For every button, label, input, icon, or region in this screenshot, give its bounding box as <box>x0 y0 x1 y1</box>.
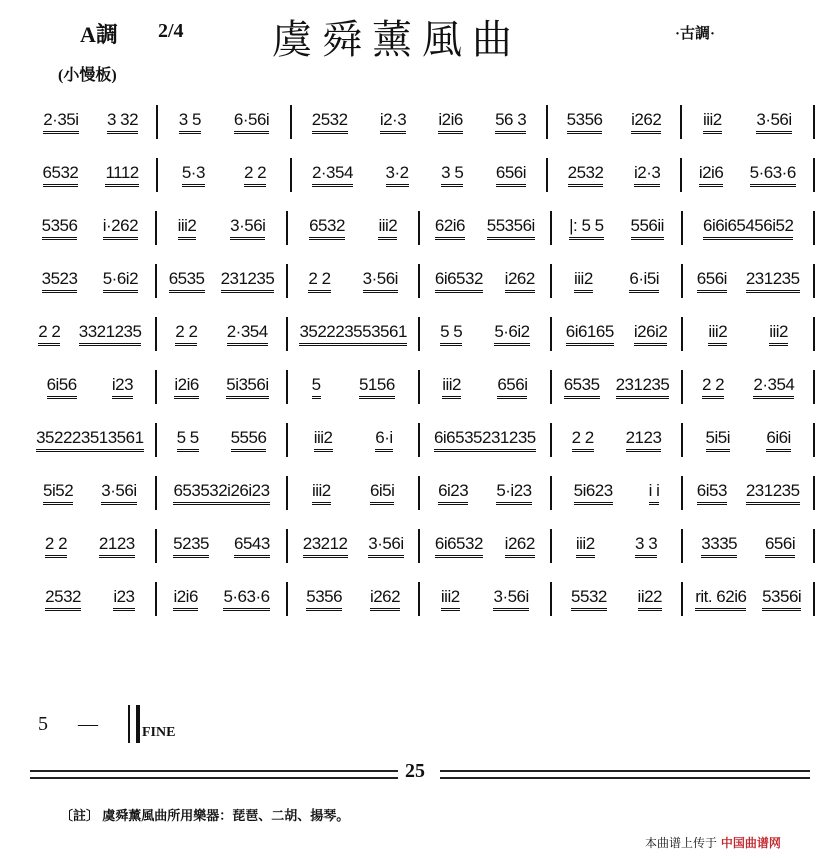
note-group: 1112 <box>105 163 138 187</box>
measure <box>157 264 289 298</box>
note-group: 56 3 <box>495 110 526 134</box>
note-group: 6i6532 <box>435 269 483 293</box>
note-group: i2·3 <box>634 163 660 187</box>
note-group: iii2 <box>178 216 197 240</box>
measure <box>157 476 289 510</box>
measure <box>288 529 420 563</box>
measure <box>25 264 157 298</box>
note-group: 3·56i <box>230 216 265 240</box>
measure <box>158 105 291 139</box>
note-group: 5·63·6 <box>223 587 269 611</box>
fine-marking: FINE <box>142 725 176 740</box>
note-group: 6·i5i <box>629 269 659 293</box>
note-group: 6543 <box>234 534 270 558</box>
note-group: 2 2 <box>572 428 594 452</box>
note-group: iii2 <box>314 428 333 452</box>
measure <box>683 370 815 404</box>
note-group: i2i6 <box>173 587 197 611</box>
note-group: 3 5 <box>179 110 201 134</box>
note-group: i26i2 <box>634 322 667 346</box>
note-group: 5·i23 <box>496 481 531 505</box>
page-title: 虞舜薰風曲 <box>272 17 522 63</box>
note-group: ii22 <box>638 587 662 611</box>
note-group: 3321235 <box>79 322 142 346</box>
measure <box>288 317 420 351</box>
note-group: 2 2 <box>175 322 197 346</box>
credit-prefix: 本曲谱上传于 <box>645 836 718 850</box>
note-group: 3335 <box>701 534 737 558</box>
time-signature: 2/4 <box>158 20 184 42</box>
note-group: 2532 <box>45 587 81 611</box>
note-group: 653532i26i23 <box>173 481 269 505</box>
footnote: 〔註〕 虞舜薰風曲所用樂器：琵琶、二胡、揚琴。 <box>60 808 350 823</box>
note-group: 6i5i <box>370 481 394 505</box>
note-group: 231235 <box>746 481 800 505</box>
note-group: i·262 <box>103 216 138 240</box>
note-group: i2·3 <box>380 110 406 134</box>
measure <box>157 529 289 563</box>
note-group: iii2 <box>442 375 461 399</box>
measure <box>25 529 157 563</box>
note-group: 6i53 <box>697 481 727 505</box>
note-group: 2 2 <box>45 534 67 558</box>
note-group: 5 <box>312 375 321 399</box>
ending <box>38 705 175 743</box>
note-group: iii2 <box>574 269 593 293</box>
measure <box>25 211 157 245</box>
note-group: 231235 <box>221 269 275 293</box>
measure <box>552 211 684 245</box>
note-group: 656i <box>765 534 795 558</box>
measure <box>420 582 552 616</box>
note-group: iii2 <box>769 322 788 346</box>
note-group: 3·2 <box>386 163 409 187</box>
page-number: 25 <box>405 760 425 782</box>
note-group: 5·6i2 <box>103 269 138 293</box>
measure <box>157 582 289 616</box>
note-group: 23212 <box>303 534 348 558</box>
measure <box>552 370 684 404</box>
measure <box>25 105 158 139</box>
note-group: 2532 <box>312 110 348 134</box>
note-group: 5i5i <box>706 428 730 452</box>
note-group: 656i <box>497 375 527 399</box>
measure <box>682 105 815 139</box>
measure <box>683 264 815 298</box>
measure <box>292 158 549 192</box>
note-group: i23 <box>113 587 134 611</box>
note-group: i2i6 <box>438 110 462 134</box>
measure <box>25 582 157 616</box>
measure <box>420 317 552 351</box>
note-group: 5 5 <box>177 428 199 452</box>
note-group: 2532 <box>568 163 604 187</box>
measure <box>548 158 681 192</box>
key-signature: A調 <box>80 22 118 47</box>
note-group: 6i6532 <box>435 534 483 558</box>
score-row <box>25 95 815 148</box>
score-row <box>25 148 815 201</box>
score-row <box>25 519 815 572</box>
measure <box>683 317 815 351</box>
measure <box>552 264 684 298</box>
final-note: 5 <box>38 712 48 735</box>
measure <box>682 158 815 192</box>
measure <box>552 476 684 510</box>
measure <box>420 370 552 404</box>
score-row <box>25 254 815 307</box>
score-row <box>25 201 815 254</box>
measure <box>158 158 291 192</box>
measure <box>157 423 289 457</box>
note-group: 3 3 <box>635 534 657 558</box>
note-group: 5356 <box>42 216 78 240</box>
measure <box>25 476 157 510</box>
measure <box>157 317 289 351</box>
site-logo[interactable]: 中国曲谱网 <box>720 836 781 850</box>
note-group: 2·354 <box>753 375 794 399</box>
note-group: iii2 <box>441 587 460 611</box>
note-group: 5556 <box>231 428 267 452</box>
note-group: 6i6i65456i52 <box>703 216 793 240</box>
measure <box>548 105 681 139</box>
note-group: 2 2 <box>308 269 330 293</box>
note-group: i23 <box>112 375 133 399</box>
note-group: i262 <box>631 110 661 134</box>
measure <box>288 211 420 245</box>
note-group: 2 2 <box>244 163 266 187</box>
measure <box>420 211 552 245</box>
note-group: 656i <box>496 163 526 187</box>
credit <box>645 834 781 851</box>
measure <box>552 317 684 351</box>
measure <box>288 370 420 404</box>
measure <box>552 529 684 563</box>
note-group: iii2 <box>708 322 727 346</box>
note-group: 2 2 <box>38 322 60 346</box>
note-group: i262 <box>370 587 400 611</box>
note-group: 6i6i <box>766 428 790 452</box>
measure <box>683 211 815 245</box>
rule-left <box>30 770 398 779</box>
note-group: 231235 <box>746 269 800 293</box>
note-group: iii2 <box>378 216 397 240</box>
score <box>25 95 815 625</box>
note-group: 352223513561 <box>36 428 143 452</box>
note-group: 55356i <box>487 216 535 240</box>
note-group: i262 <box>505 534 535 558</box>
note-group: 2·354 <box>227 322 268 346</box>
note-group: iii2 <box>576 534 595 558</box>
note-group: 3523 <box>42 269 78 293</box>
note-group: 6535 <box>564 375 600 399</box>
note-group: i2i6 <box>174 375 198 399</box>
measure <box>25 370 157 404</box>
note-group: 5i52 <box>43 481 73 505</box>
hold-dash: — <box>78 712 98 735</box>
note-group: 5235 <box>173 534 209 558</box>
note-group: 5·6i2 <box>494 322 529 346</box>
note-group: 3·56i <box>101 481 136 505</box>
style-label: ·古調· <box>675 26 716 42</box>
note-group: 6532 <box>43 163 79 187</box>
note-group: 656i <box>697 269 727 293</box>
measure <box>292 105 549 139</box>
note-group: 6·56i <box>234 110 269 134</box>
note-group: i2i6 <box>699 163 723 187</box>
measure <box>288 423 420 457</box>
note-group: 2123 <box>626 428 662 452</box>
note-group: 3·56i <box>493 587 528 611</box>
note-group: 2·35i <box>43 110 78 134</box>
note-group: 5i623 <box>574 481 613 505</box>
measure <box>157 370 289 404</box>
note-group: 5532 <box>571 587 607 611</box>
note-group: 6i6165 <box>566 322 614 346</box>
note-group: 6i6535231235 <box>434 428 536 452</box>
note-group: 6535 <box>169 269 205 293</box>
measure <box>25 317 157 351</box>
note-group: 352223553561 <box>299 322 406 346</box>
measure <box>683 529 815 563</box>
note-group: 6·i <box>375 428 392 452</box>
note-group: iii2 <box>312 481 331 505</box>
measure <box>420 476 552 510</box>
measure <box>552 423 684 457</box>
measure <box>420 423 552 457</box>
rule-right <box>440 770 810 779</box>
note-group: 62i6 <box>435 216 465 240</box>
tempo-marking: (小慢板) <box>58 67 117 84</box>
note-group: 5356 <box>306 587 342 611</box>
note-group: 5 5 <box>440 322 462 346</box>
score-row <box>25 572 815 625</box>
measure <box>288 476 420 510</box>
measure <box>288 582 420 616</box>
note-group: 6i23 <box>438 481 468 505</box>
measure <box>157 211 289 245</box>
note-group: 5i356i <box>226 375 268 399</box>
note-group: 231235 <box>616 375 670 399</box>
note-group: 5356i <box>762 587 801 611</box>
note-group: 2·354 <box>312 163 353 187</box>
score-row <box>25 307 815 360</box>
measure <box>683 423 815 457</box>
note-group: 3·56i <box>368 534 403 558</box>
note-group: 5356 <box>567 110 603 134</box>
note-group: 6532 <box>309 216 345 240</box>
score-row <box>25 413 815 466</box>
measure <box>420 264 552 298</box>
note-group: 556ii <box>631 216 664 240</box>
measure <box>683 582 815 616</box>
measure <box>683 476 815 510</box>
note-group: 6i56 <box>47 375 77 399</box>
measure <box>288 264 420 298</box>
measure <box>420 529 552 563</box>
note-group: 2123 <box>99 534 135 558</box>
note-group: 3·56i <box>756 110 791 134</box>
note-group: 5·63·6 <box>750 163 796 187</box>
final-barline <box>128 705 140 743</box>
note-group: 5156 <box>359 375 395 399</box>
score-row <box>25 466 815 519</box>
note-group: iii2 <box>703 110 722 134</box>
measure <box>552 582 684 616</box>
measure <box>25 423 157 457</box>
note-group: 2 2 <box>702 375 724 399</box>
measure <box>25 158 158 192</box>
score-row <box>25 360 815 413</box>
note-group: 5·3 <box>182 163 205 187</box>
note-group: 3·56i <box>363 269 398 293</box>
note-group: i i <box>649 481 660 505</box>
note-group: |: 5 5 <box>569 216 604 240</box>
note-group: 3 32 <box>107 110 138 134</box>
note-group: rit. 62i6 <box>695 587 746 611</box>
note-group: i262 <box>505 269 535 293</box>
note-group: 3 5 <box>441 163 463 187</box>
